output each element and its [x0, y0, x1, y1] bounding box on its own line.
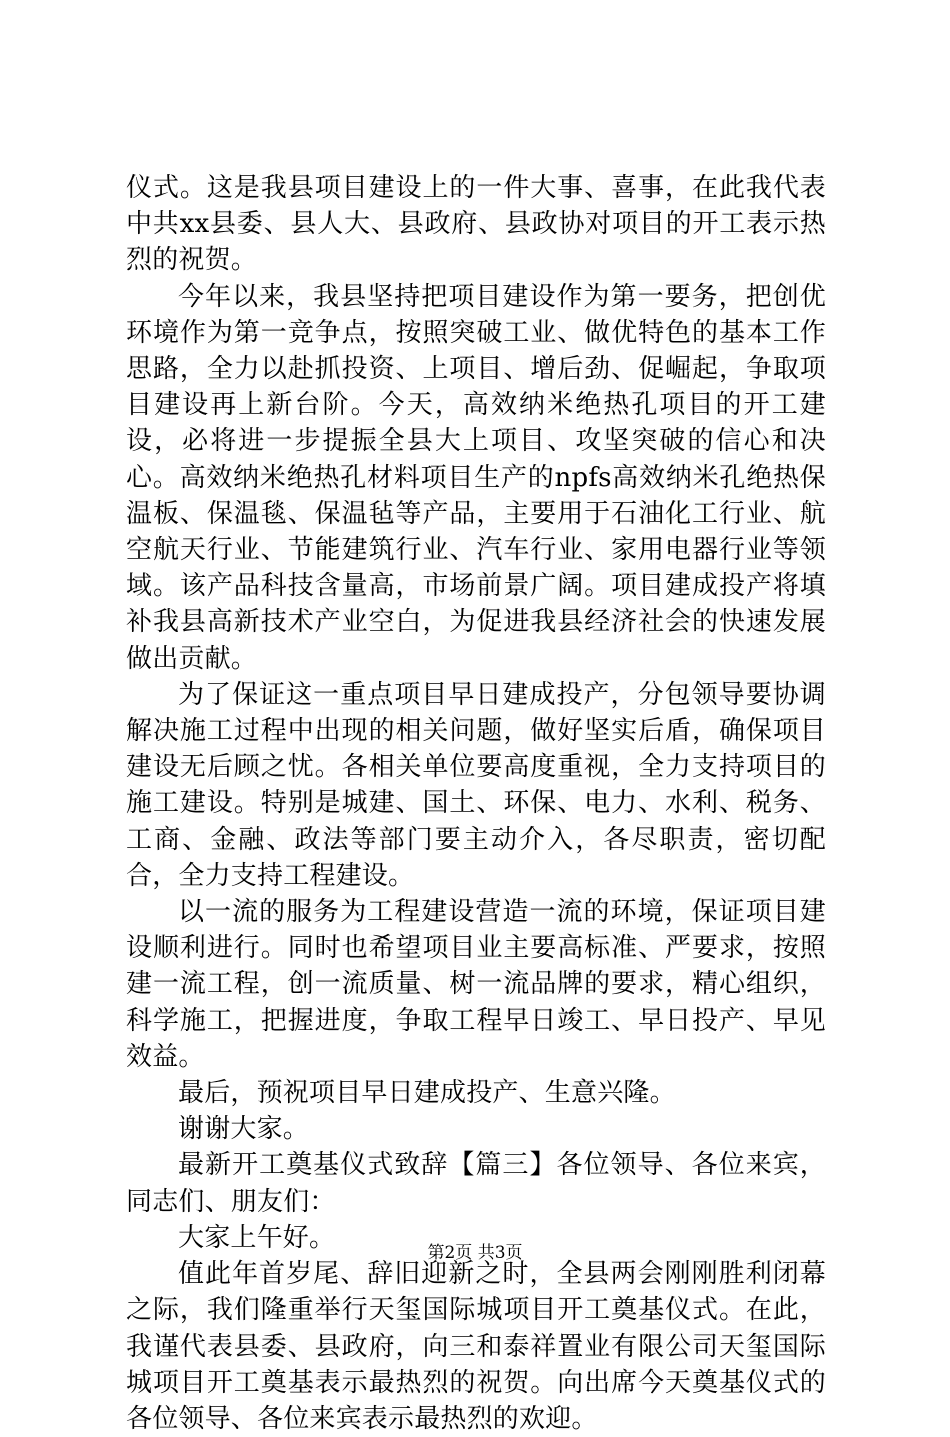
paragraph: 以一流的服务为工程建设营造一流的环境，保证项目建设顺利进行。同时也希望项目业主要高标准、严要求，按照建一流工程，创一流质量、树一流品牌的要求，精心组织，科学施工，把握进度，争取工程早日竣工、早日投产、早见效益。 [126, 897, 826, 1072]
paragraph: 仪式。这是我县项目建设上的一件大事、喜事，在此我代表中共xx县委、县人大、县政府、县政协对项目的开工表示热烈的祝贺。 [126, 173, 826, 276]
paragraph: 值此年首岁尾、辞旧迎新之时，全县两会刚刚胜利闭幕之际，我们隆重举行天玺国际城项目开工奠基仪式。在此，我谨代表县委、县政府，向三和泰祥置业有限公司天玺国际城项目开工奠基表示最热烈的祝贺。向出席今天奠基仪式的各位领导、各位来宾表示最热烈的欢迎。 [126, 1259, 826, 1434]
paragraph: 最新开工奠基仪式致辞【篇三】各位领导、各位来宾，同志们、朋友们： [126, 1150, 826, 1217]
page-footer [0, 1242, 950, 1264]
paragraph: 今年以来，我县坚持把项目建设作为第一要务，把创优环境作为第一竞争点，按照突破工业、做优特色的基本工作思路，全力以赴抓投资、上项目、增后劲、促崛起，争取项目建设再上新台阶。今天，高效纳米绝热孔项目的开工建设，必将进一步提振全县大上项目、攻坚突破的信心和决心。高效纳米绝热孔材料项目生产的npfs高效纳米孔绝热保温板、保温毯、保温毡等产品，主要用于石油化工行业、航空航天行业、节能建筑行业、汽车行业、家用电器行业等领域。该产品科技含量高，市场前景广阔。项目建成投产将填补我县高新技术产业空白，为促进我县经济社会的快速发展做出贡献。 [126, 281, 826, 674]
paragraph: 为了保证这一重点项目早日建成投产，分包领导要协调解决施工过程中出现的相关问题，做好坚实后盾，确保项目建设无后顾之忧。各相关单位要高度重视，全力支持项目的施工建设。特别是城建、国土、环保、电力、水利、税务、工商、金融、政法等部门要主动介入，各尽职责，密切配合，全力支持工程建设。 [126, 679, 826, 891]
paragraph: 大家上午好。 [178, 1222, 336, 1253]
paragraph: 谢谢大家。 [178, 1114, 310, 1145]
paragraph: 最后，预祝项目早日建成投产、生意兴隆。 [178, 1078, 676, 1109]
page-number: 第2页 共3页 [427, 1243, 523, 1263]
